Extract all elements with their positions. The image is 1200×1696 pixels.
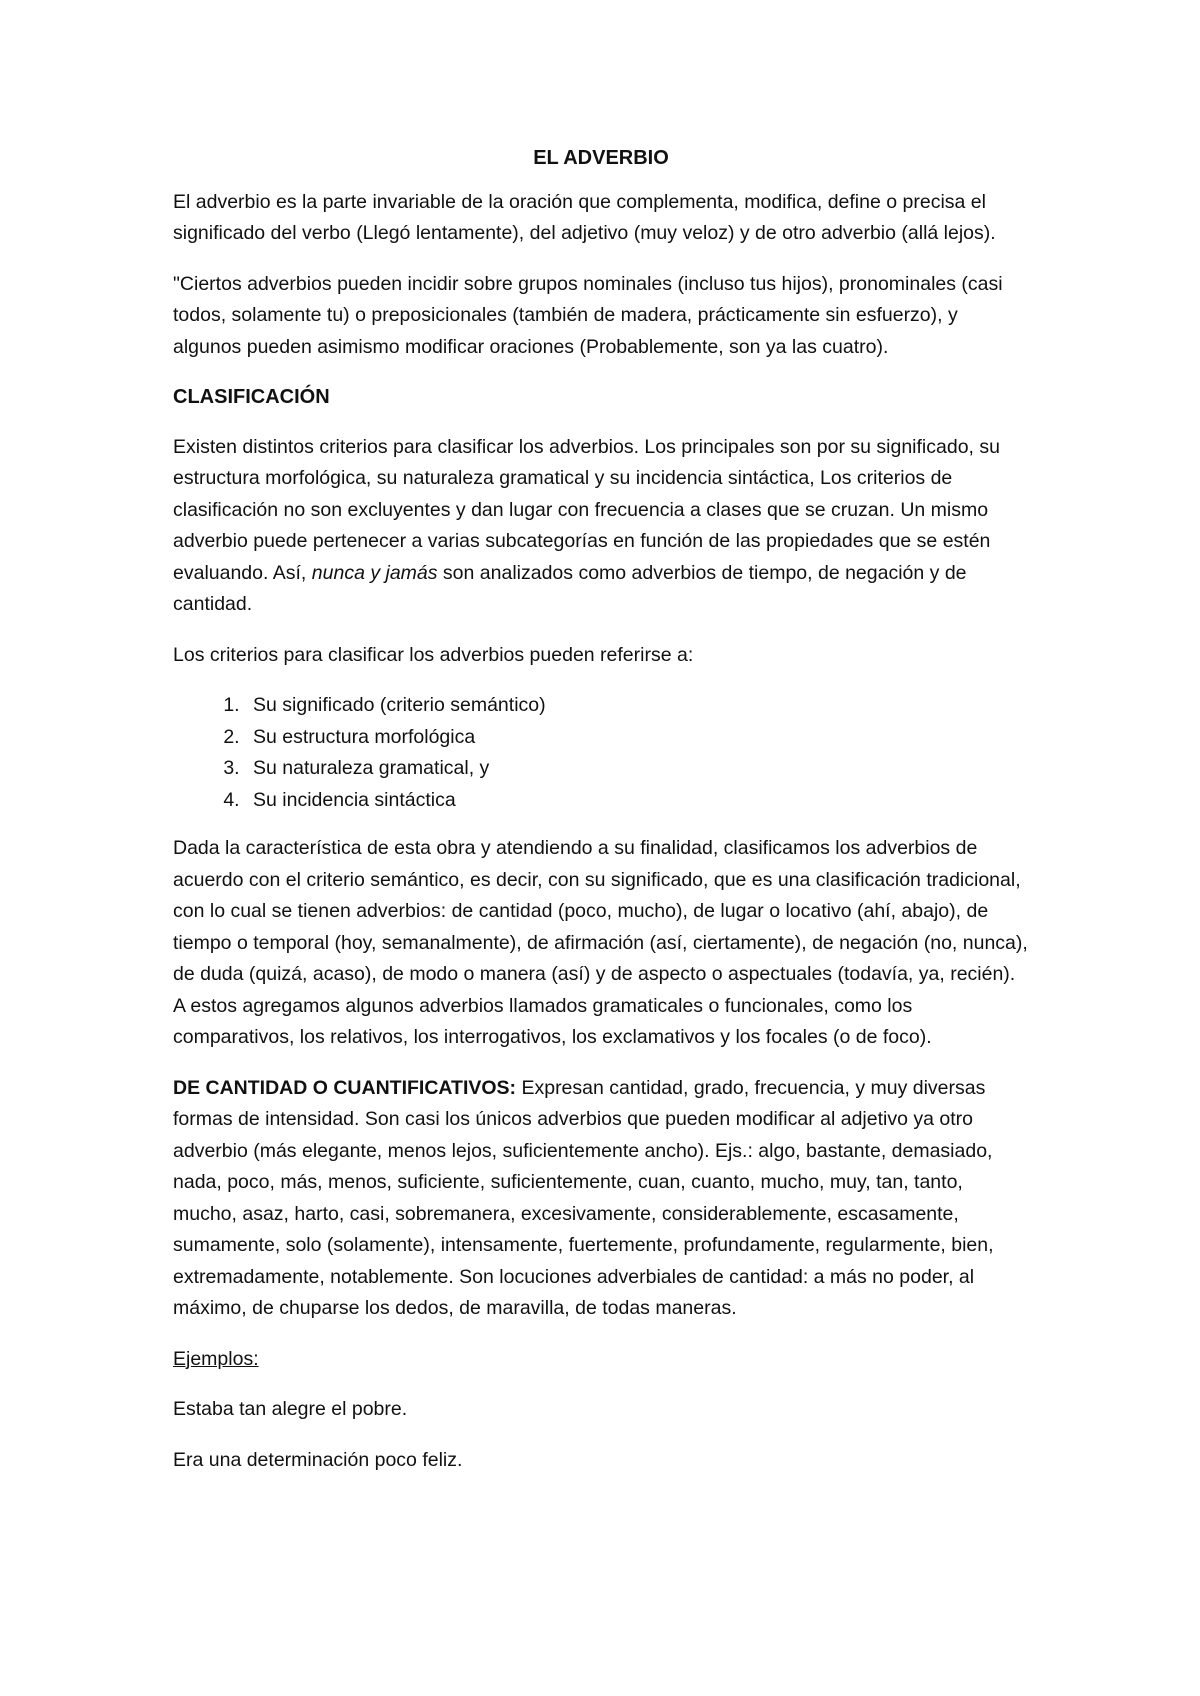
quantity-paragraph: [173, 1073, 1029, 1325]
criteria-intro: Los criterios para clasificar los adverbios pueden referirse a:: [173, 643, 694, 666]
quantity-lead: DE CANTIDAD O CUANTIFICATIVOS:: [173, 1076, 517, 1099]
italic-example-words: nunca y jamás: [311, 561, 438, 584]
classification-text-start: Existen distintos criterios para clasificar los adverbios. Los principales son por su significado, su estructura morfológica, su naturaleza gramatical y su incidencia sintáctica, Los criterios de clasificación no son excluyentes y dan lugar con frecuencia a clases que se cruzan. Un mismo adverbio puede pertenecer a varias subcategorías en función de las propiedades que se estén evaluando. Así,: [173, 435, 1000, 584]
example-sentence: Era una determinación poco feliz.: [173, 1448, 463, 1471]
semantic-classification-paragraph: Dada la característica de esta obra y atendiendo a su finalidad, clasificamos los adverbios de acuerdo con el criterio semántico, es decir, con su significado, que es una clasificación tradicional, con lo cual se tienen adverbios: de cantidad (poco, mucho), de lugar o locativo (ahí, abajo), de tiempo o temporal (hoy, semanalmente), de afirmación (así, ciertamente), de negación (no, nunca), de duda (quizá, acaso), de modo o manera (así) y de aspecto o aspectuales (todavía, ya, recién). A estos agregamos algunos adverbios llamados gramaticales o funcionales, como los comparativos, los relativos, los interrogativos, los exclamativos y los focales (o de foco).: [173, 837, 1028, 1048]
classification-paragraph: [173, 432, 1029, 621]
criteria-item: 1. Su significado (criterio semántico): [245, 690, 1029, 722]
criteria-item: 3. Su naturaleza gramatical, y: [245, 753, 1029, 785]
example-sentence: Estaba tan alegre el pobre.: [173, 1398, 408, 1420]
classification-text-end: son analizados como adverbios de tiempo, de negación y de cantidad.: [173, 561, 967, 615]
criteria-item: 4. Su incidencia sintáctica: [245, 785, 1029, 817]
criteria-item: 2. Su estructura morfológica: [245, 722, 1029, 754]
quote-paragraph: "Ciertos adverbios pueden incidir sobre grupos nominales (incluso tus hijos), pronominales (casi todos, solamente tu) o preposicionales (también de madera, prácticamente sin esfuerzo), y algunos pueden asimismo modificar oraciones (Probablemente, son ya las cuatro).: [173, 272, 1003, 358]
quantity-text: Expresan cantidad, grado, frecuencia, y muy diversas formas de intensidad. Son casi los únicos adverbios que pueden modificar al adjetivo ya otro adverbio (más elegante, menos lejos, suficientemente ancho). Ejs.: algo, bastante, demasiado, nada, poco, más, menos, suficiente, suficientemente, cuan, cuanto, mucho, muy, tan, tanto, mucho, asaz, harto, casi, sobremanera, excesivamente, considerablemente, escasamente, sumamente, solo (solamente), intensamente, fuertemente, profundamente, regularmente, bien, extremadamente, notablemente. Son locuciones adverbiales de cantidad: a más no poder, al máximo, de chuparse los dedos, de maravilla, de todas maneras.: [173, 1076, 994, 1319]
document-title: EL ADVERBIO: [533, 147, 669, 169]
criteria-list: [173, 690, 1029, 816]
intro-paragraph: El adverbio es la parte invariable de la oración que complementa, modifica, define o precisa el significado del verbo (Llegó lentamente), del adjetivo (muy veloz) y de otro adverbio (allá lejos).: [173, 190, 996, 244]
document-page: [173, 143, 1029, 1495]
classification-heading: CLASIFICACIÓN: [173, 386, 330, 408]
examples-label: Ejemplos:: [173, 1347, 259, 1370]
